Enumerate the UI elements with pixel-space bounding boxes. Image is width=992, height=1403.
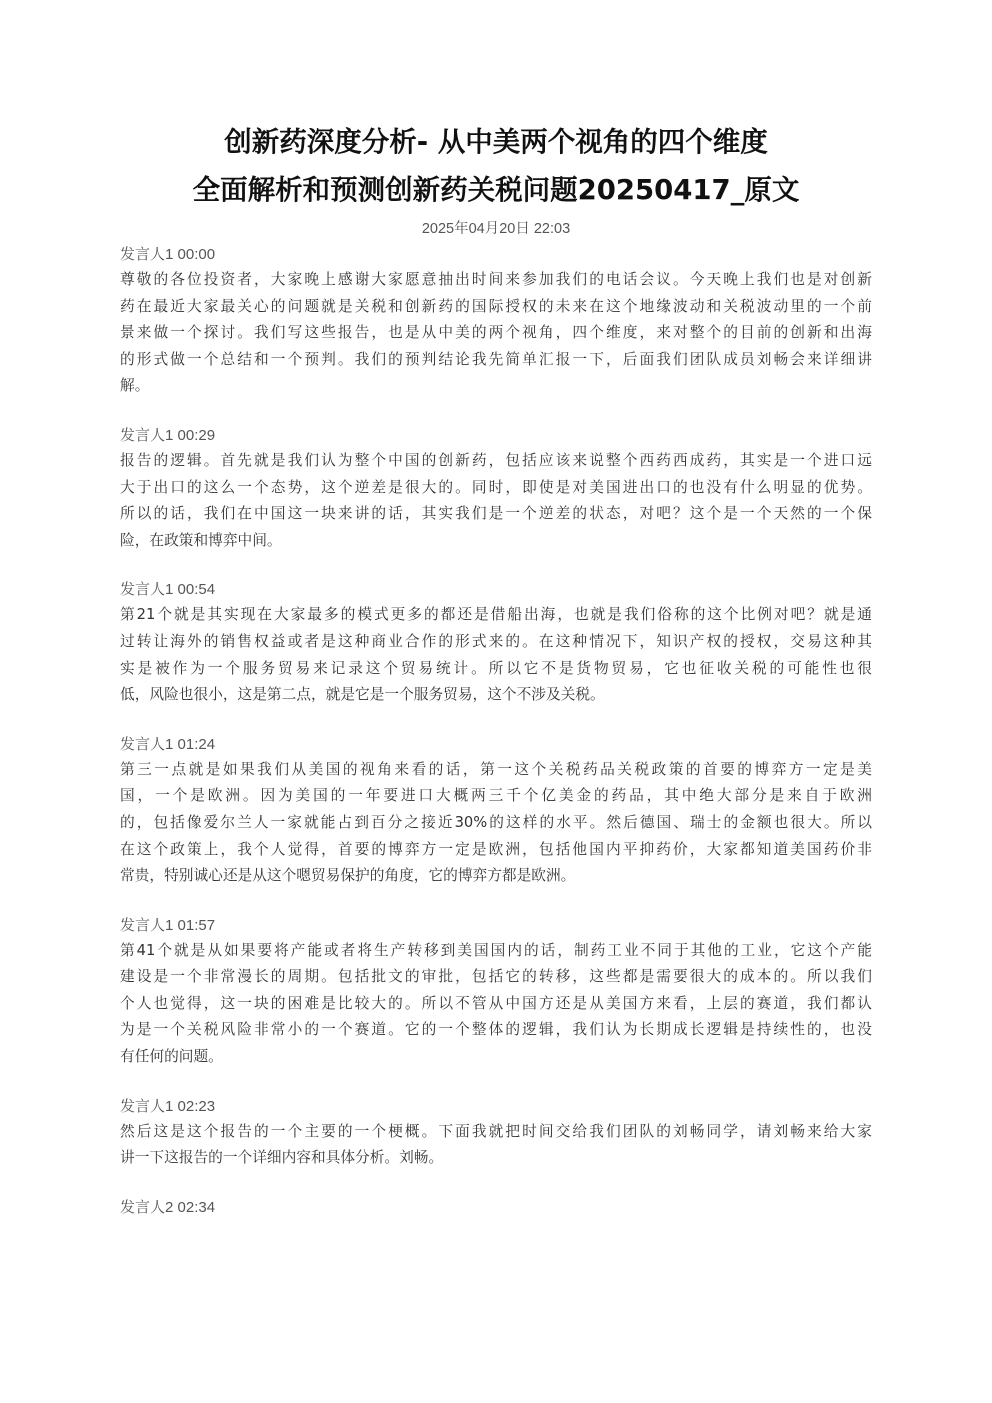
transcript-section [120, 914, 872, 1071]
paragraph-line: 大于出口的这么一个态势，这个逆差是很大的。同时，即使是对美国进出口的也没有什么明显的优势。 [120, 478, 872, 496]
speaker-label: 发言人1 00:29 [120, 426, 216, 444]
speech-paragraph [120, 602, 872, 708]
transcript-section [120, 243, 872, 400]
transcript-section [120, 424, 872, 554]
paragraph-line: 第三一点就是如果我们从美国的视角来看的话，第一这个关税药品关税政策的首要的博弈方一定是美 [120, 760, 872, 778]
document-title [120, 118, 872, 214]
paragraph-line: 个人也觉得，这一块的困难是比较大的。所以不管从中国方还是从美国方来看，上层的赛道，我们都认 [120, 994, 872, 1012]
paragraph-line: 实是被作为一个服务贸易来记录这个贸易统计。所以它不是货物贸易，它也征收关税的可能性也很 [120, 659, 872, 677]
title-line-2: 全面解析和预测创新药关税问题20250417_原文 [192, 174, 800, 206]
speaker-label: 发言人2 02:34 [120, 1198, 216, 1216]
paragraph-line: 景来做一个探讨。我们写这些报告，也是从中美的两个视角，四个维度，来对整个的目前的创新和出海 [120, 324, 872, 342]
transcript-section [120, 1196, 872, 1220]
paragraph-line: 建设是一个非常漫长的周期。包括批文的审批，包括它的转移，这些都是需要很大的成本的。所以我们 [120, 968, 872, 986]
paragraph-line: 在这个政策上，我个人觉得，首要的博弈方一定是欧洲，包括他国内平抑药价，大家都知道美国药价非 [120, 840, 872, 858]
paragraph-line: 常贵，特别诚心还是从这个嗯贸易保护的角度，它的博弈方都是欧洲。 [120, 867, 576, 885]
paragraph-line: 低，风险也很小，这是第二点，就是它是一个服务贸易，这个不涉及关税。 [120, 686, 605, 704]
speaker-label: 发言人1 00:54 [120, 581, 216, 599]
paragraph-line: 有任何的问题。 [120, 1048, 223, 1066]
paragraph-line: 的形式做一个总结和一个预判。我们的预判结论我先简单汇报一下，后面我们团队成员刘畅会来详细讲 [120, 350, 872, 368]
transcript-body [120, 243, 872, 1244]
paragraph-line: 国，一个是欧洲。因为美国的一年要进口大概两三千个亿美金的药品，其中绝大部分是来自于欧洲 [120, 787, 872, 805]
title-line-1: 创新药深度分析- 从中美两个视角的四个维度 [224, 126, 768, 158]
paragraph-line: 药在最近大家最关心的问题就是关税和创新药的国际授权的未来在这个地缘波动和关税波动里的一个前 [120, 297, 872, 315]
speaker-label: 发言人1 02:23 [120, 1097, 216, 1115]
paragraph-line: 为是一个关税风险非常小的一个赛道。它的一个整体的逻辑，我们认为长期成长逻辑是持续性的，也没 [120, 1021, 872, 1039]
paragraph-line: 第21个就是其实现在大家最多的模式更多的都还是借船出海，也就是我们俗称的这个比例对吧？就是通 [120, 606, 872, 624]
speaker-label: 发言人1 01:57 [120, 916, 216, 934]
speech-paragraph [120, 267, 872, 400]
paragraph-line: 所以的话，我们在中国这一块来讲的话，其实我们是一个逆差的状态，对吧？这个是一个天然的一个保 [120, 505, 872, 523]
speech-paragraph [120, 938, 872, 1071]
paragraph-line: 第41个就是从如果要将产能或者将生产转移到美国国内的话，制药工业不同于其他的工业，它这个产能 [120, 941, 872, 959]
speech-paragraph [120, 448, 872, 554]
paragraph-line: 讲一下这报告的一个详细内容和具体分析。刘畅。 [120, 1149, 444, 1167]
speech-paragraph [120, 757, 872, 890]
document-date: 2025年04月20日 22:03 [421, 221, 571, 237]
transcript-section [120, 1095, 872, 1172]
speaker-label: 发言人1 01:24 [120, 735, 216, 753]
speaker-label: 发言人1 00:00 [120, 246, 216, 263]
paragraph-line: 尊敬的各位投资者，大家晚上感谢大家愿意抽出时间来参加我们的电话会议。今天晚上我们也是对创新 [120, 271, 872, 288]
speech-paragraph [120, 1119, 872, 1172]
paragraph-line: 然后这是这个报告的一个主要的一个梗概。下面我就把时间交给我们团队的刘畅同学，请刘畅来给大家 [120, 1122, 872, 1140]
transcript-section [120, 733, 872, 890]
paragraph-line: 过转让海外的销售权益或者是这种商业合作的形式来的。在这种情况下，知识产权的授权，交易这种其 [120, 632, 872, 650]
paragraph-line: 险，在政策和博弈中间。 [120, 531, 282, 549]
transcript-section [120, 578, 872, 708]
paragraph-line: 的，包括像爱尔兰人一家就能占到百分之接近30%的这样的水平。然后德国、瑞士的金额也很大。所以 [120, 813, 872, 831]
paragraph-line: 解。 [120, 377, 150, 395]
paragraph-line: 报告的逻辑。首先就是我们认为整个中国的创新药，包括应该来说整个西药西成药，其实是一个进口远 [120, 451, 872, 469]
